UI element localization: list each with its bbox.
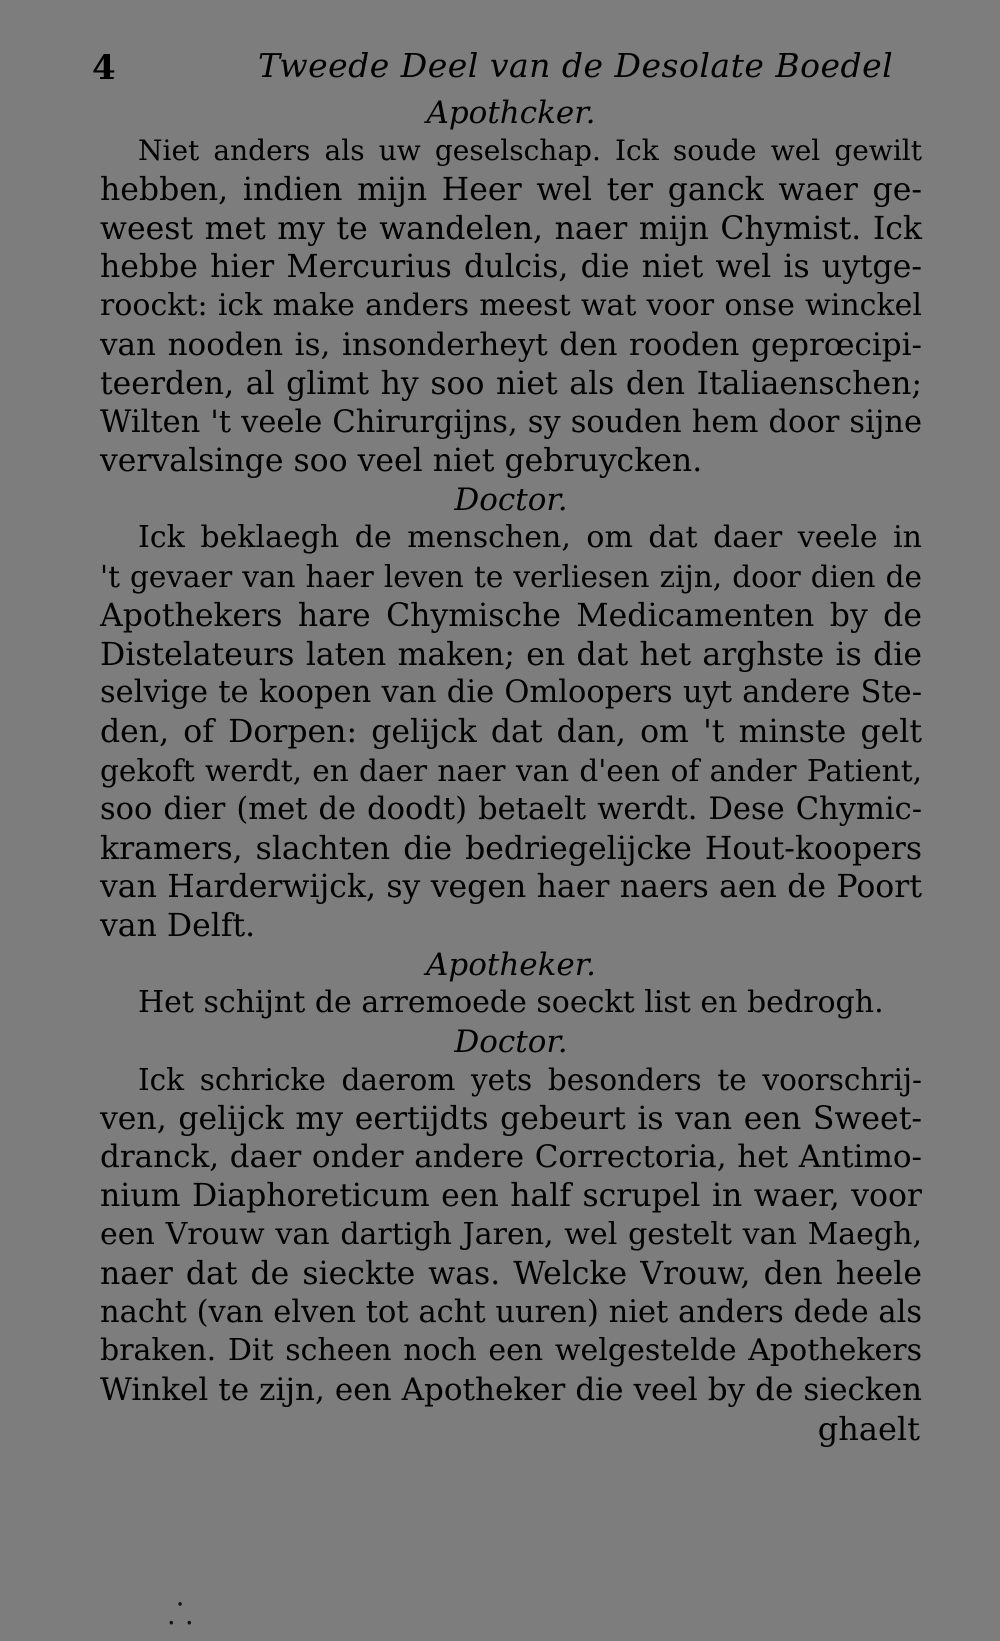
text-line: Niet anders als uw geselschap. Ick soude wel gewilt (138, 134, 922, 167)
speaker-heading: Doctor. (454, 482, 568, 519)
speaker-heading: Apotheker. (425, 946, 597, 983)
text-line: 't gevaer van haer leven te verliesen zijn, door dien de (100, 559, 922, 594)
text-line: vervalsinge soo veel niet gebruycken. (100, 443, 703, 480)
text-line: hebbe hier Mercurius dulcis, die niet wel is uytge- (100, 249, 922, 286)
text-line: van nooden is, insonderheyt den rooden geprœcipi- (100, 326, 922, 363)
text-line: Winkel te zijn, een Apotheker die veel by de siecken (100, 1372, 922, 1409)
text-line: braken. Dit scheen noch een welgestelde Apothekers (100, 1333, 922, 1369)
text-line: soo dier (met de doodt) betaelt werdt. Dese Chymic- (100, 791, 922, 827)
page-number: 4 (92, 48, 116, 88)
catchword: ghaelt (817, 1409, 920, 1448)
text-line: weest met my te wandelen, naer mijn Chymist. Ick (100, 210, 922, 247)
ink-speck-mark: ⸫ (168, 1597, 193, 1632)
text-line: ven, gelijck my eertijdts gebeurt is van een Sweet- (100, 1100, 922, 1137)
text-line: nium Diaphoreticum een half scrupel in waer, voor (100, 1178, 922, 1215)
text-line: teerden, al glimt hy soo niet als den Italiaenschen; (100, 365, 922, 402)
page-header (88, 40, 918, 90)
running-title: Tweede Deel van de Desolate Boedel (258, 46, 894, 85)
text-line: dranck, daer onder andere Correctoria, het Antimo- (100, 1139, 922, 1176)
text-line: hebben, indien mijn Heer wel ter ganck waer ge- (100, 171, 922, 208)
speaker-heading: Doctor. (454, 1023, 568, 1060)
text-line: van Harderwijck, sy vegen haer naers aen de Poort (100, 869, 922, 906)
text-line: Distelateurs laten maken; en dat het arghste is die (100, 636, 922, 673)
text-line: Apothekers hare Chymische Medicamenten by de (100, 597, 922, 634)
text-line: den, of Dorpen: gelijck dat dan, om 't minste gelt (100, 714, 922, 751)
text-line: Ick schricke daerom yets besonders te voorschrij- (138, 1062, 922, 1097)
text-line: kramers, slachten die bedriegelijcke Hout-koopers (100, 830, 922, 867)
text-line: selvige te koopen van die Omloopers uyt andere Ste- (100, 675, 922, 711)
text-line: van Delft. (100, 908, 256, 945)
speaker-heading: Apothcker. (426, 95, 596, 131)
text-line: Wilten 't veele Chirurgijns, sy souden hem door sijne (100, 404, 922, 440)
text-line: nacht (van elven tot acht uuren) niet anders dede als (100, 1294, 922, 1330)
text-line: Ick beklaegh de menschen, om dat daer veele in (138, 520, 922, 556)
text-line: roockt: ick make anders meest wat voor onse winckel (100, 288, 922, 324)
text-line: Het schijnt de arremoede soeckt list en bedrogh. (138, 984, 884, 1020)
text-line: naer dat de sieckte was. Welcke Vrouw, den heele (100, 1255, 922, 1292)
page-body (100, 94, 922, 1449)
text-line: gekoft werdt, en daer naer van d'een of ander Patient, (100, 753, 922, 788)
text-line: een Vrouw van dartigh Jaren, wel gestelt van Maegh, (100, 1216, 922, 1252)
